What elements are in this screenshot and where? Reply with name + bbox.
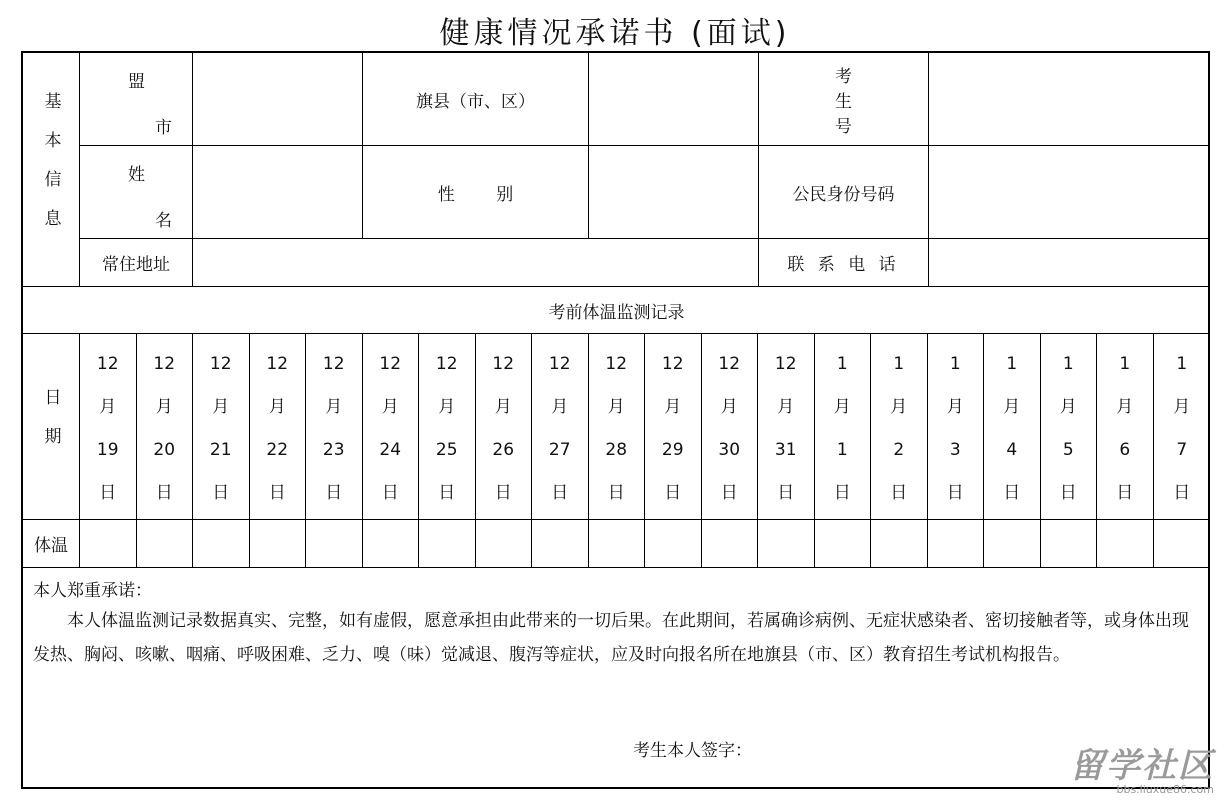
date-part: 日 — [551, 483, 569, 503]
date-part: 月 — [494, 397, 512, 417]
date-part: 12 — [661, 354, 684, 374]
date-part: 月 — [890, 397, 908, 417]
date-part: 日 — [890, 483, 908, 503]
date-part: 31 — [774, 440, 797, 460]
date-part: 1 — [1176, 354, 1188, 374]
temp-cell[interactable] — [532, 520, 589, 568]
date-part: 日 — [946, 483, 964, 503]
temp-cell[interactable] — [476, 520, 533, 568]
date-part: 19 — [96, 440, 119, 460]
date-part: 日 — [99, 483, 117, 503]
date-cell — [984, 334, 1041, 520]
commitment-form — [21, 51, 1210, 789]
date-part: 1 — [1119, 354, 1131, 374]
temp-cell[interactable] — [1041, 520, 1098, 568]
temp-cell[interactable] — [1097, 520, 1154, 568]
date-part: 日 — [607, 483, 625, 503]
date-part: 29 — [661, 440, 684, 460]
signature-label: 考生本人签字： — [633, 741, 752, 761]
date-part: 日 — [212, 483, 230, 503]
date-part: 12 — [153, 354, 176, 374]
date-part: 23 — [322, 440, 345, 460]
date-part: 22 — [266, 440, 289, 460]
page-title: 健康情况承诺书 (面试) — [439, 16, 791, 51]
date-part: 月 — [720, 397, 738, 417]
date-part: 月 — [664, 397, 682, 417]
date-part: 月 — [155, 397, 173, 417]
date-part: 28 — [605, 440, 628, 460]
promise-section — [23, 568, 1210, 789]
date-part: 5 — [1062, 440, 1074, 460]
date-part: 月 — [1059, 397, 1077, 417]
temp-cell[interactable] — [928, 520, 985, 568]
date-part: 12 — [718, 354, 741, 374]
date-label: 日期 — [23, 334, 80, 520]
gender-field[interactable] — [589, 146, 759, 239]
date-cell — [419, 334, 476, 520]
date-part: 7 — [1176, 440, 1188, 460]
date-part: 月 — [268, 397, 286, 417]
temp-cell[interactable] — [815, 520, 872, 568]
date-part: 日 — [155, 483, 173, 503]
meng-shi-field[interactable] — [193, 53, 363, 146]
date-part: 1 — [949, 354, 961, 374]
date-part: 月 — [607, 397, 625, 417]
promise-body: 本人体温监测记录数据真实、完整，如有虚假，愿意承担由此带来的一切后果。在此期间，若属确诊病例、无症状感染者、密切接触者等，或身体出现发热、胸闷、咳嗽、咽痛、呼吸困难、乏力、嗅（味）觉减退、腹泻等症状，应及时向报名所在地旗县（市、区）教育招生考试机构报告。 — [33, 611, 1189, 665]
date-part: 6 — [1119, 440, 1131, 460]
date-cell — [476, 334, 533, 520]
date-cell — [193, 334, 250, 520]
date-part: 12 — [379, 354, 402, 374]
qixian-label: 旗县（市、区） — [363, 53, 589, 146]
date-cell — [80, 334, 137, 520]
temp-cell[interactable] — [984, 520, 1041, 568]
date-part: 27 — [548, 440, 571, 460]
date-part: 月 — [833, 397, 851, 417]
temp-cell[interactable] — [306, 520, 363, 568]
phone-label: 联 系 电 话 — [759, 239, 929, 287]
temp-cell[interactable] — [250, 520, 307, 568]
date-cell — [1041, 334, 1098, 520]
date-part: 月 — [1173, 397, 1191, 417]
address-label: 常住地址 — [80, 239, 193, 287]
date-part: 21 — [209, 440, 232, 460]
temp-cell[interactable] — [589, 520, 646, 568]
date-cell — [702, 334, 759, 520]
date-part: 12 — [435, 354, 458, 374]
date-part: 月 — [1116, 397, 1134, 417]
basic-info-label: 基本信息 — [23, 53, 80, 287]
date-part: 月 — [946, 397, 964, 417]
date-cell — [137, 334, 194, 520]
date-part: 月 — [777, 397, 795, 417]
date-part: 日 — [664, 483, 682, 503]
date-part: 1 — [836, 440, 848, 460]
id-number-field[interactable] — [929, 146, 1210, 239]
date-part: 12 — [96, 354, 119, 374]
date-part: 月 — [325, 397, 343, 417]
date-cell — [645, 334, 702, 520]
date-cell — [532, 334, 589, 520]
date-part: 月 — [1003, 397, 1021, 417]
date-cell — [815, 334, 872, 520]
temp-cell[interactable] — [1154, 520, 1211, 568]
date-part: 月 — [551, 397, 569, 417]
date-part: 12 — [548, 354, 571, 374]
date-part: 月 — [99, 397, 117, 417]
date-part: 1 — [893, 354, 905, 374]
date-cell — [1154, 334, 1211, 520]
temp-cell[interactable] — [702, 520, 759, 568]
temp-cell[interactable] — [193, 520, 250, 568]
phone-field[interactable] — [929, 239, 1210, 287]
temp-section-title: 考前体温监测记录 — [23, 287, 1210, 334]
date-part: 12 — [266, 354, 289, 374]
date-part: 日 — [1173, 483, 1191, 503]
date-cell — [758, 334, 815, 520]
date-cell — [363, 334, 420, 520]
date-cell — [871, 334, 928, 520]
date-part: 30 — [718, 440, 741, 460]
date-part: 1 — [1006, 354, 1018, 374]
promise-lead: 本人郑重承诺： — [33, 581, 152, 601]
date-part: 日 — [325, 483, 343, 503]
date-part: 25 — [435, 440, 458, 460]
date-cell — [250, 334, 307, 520]
date-part: 12 — [209, 354, 232, 374]
date-part: 日 — [1059, 483, 1077, 503]
date-part: 4 — [1006, 440, 1018, 460]
date-part: 日 — [1003, 483, 1021, 503]
date-part: 日 — [1116, 483, 1134, 503]
date-part: 24 — [379, 440, 402, 460]
date-part: 日 — [777, 483, 795, 503]
meng-shi-label: 盟 市 — [80, 53, 193, 146]
temp-cell[interactable] — [137, 520, 194, 568]
date-part: 2 — [893, 440, 905, 460]
date-part: 12 — [774, 354, 797, 374]
date-part: 月 — [212, 397, 230, 417]
date-cell — [1097, 334, 1154, 520]
exam-number-field[interactable] — [929, 53, 1210, 146]
date-cell — [589, 334, 646, 520]
date-part: 20 — [153, 440, 176, 460]
id-number-label: 公民身份号码 — [759, 146, 929, 239]
qixian-field[interactable] — [589, 53, 759, 146]
date-part: 日 — [438, 483, 456, 503]
date-part: 日 — [833, 483, 851, 503]
temp-cell[interactable] — [419, 520, 476, 568]
date-part: 月 — [381, 397, 399, 417]
temp-cell[interactable] — [363, 520, 420, 568]
watermark-logo: 留学社区 bbs.liuxue86.com — [1070, 746, 1214, 796]
date-part: 26 — [492, 440, 515, 460]
date-part: 日 — [720, 483, 738, 503]
date-part: 12 — [492, 354, 515, 374]
date-cell — [928, 334, 985, 520]
date-part: 3 — [949, 440, 961, 460]
date-part: 月 — [438, 397, 456, 417]
date-part: 12 — [322, 354, 345, 374]
gender-label: 性 别 — [363, 146, 589, 239]
temp-cell[interactable] — [80, 520, 137, 568]
exam-number-label: 考 生 号 — [759, 53, 929, 146]
date-part: 1 — [836, 354, 848, 374]
date-part: 1 — [1062, 354, 1074, 374]
name-field[interactable] — [193, 146, 363, 239]
date-part: 日 — [381, 483, 399, 503]
date-part: 12 — [605, 354, 628, 374]
temp-cell[interactable] — [871, 520, 928, 568]
temp-label: 体温 — [23, 520, 80, 568]
name-label: 姓 名 — [80, 146, 193, 239]
date-part: 日 — [494, 483, 512, 503]
temp-cell[interactable] — [758, 520, 815, 568]
date-cell — [306, 334, 363, 520]
address-field[interactable] — [193, 239, 759, 287]
date-part: 日 — [268, 483, 286, 503]
temp-cell[interactable] — [645, 520, 702, 568]
